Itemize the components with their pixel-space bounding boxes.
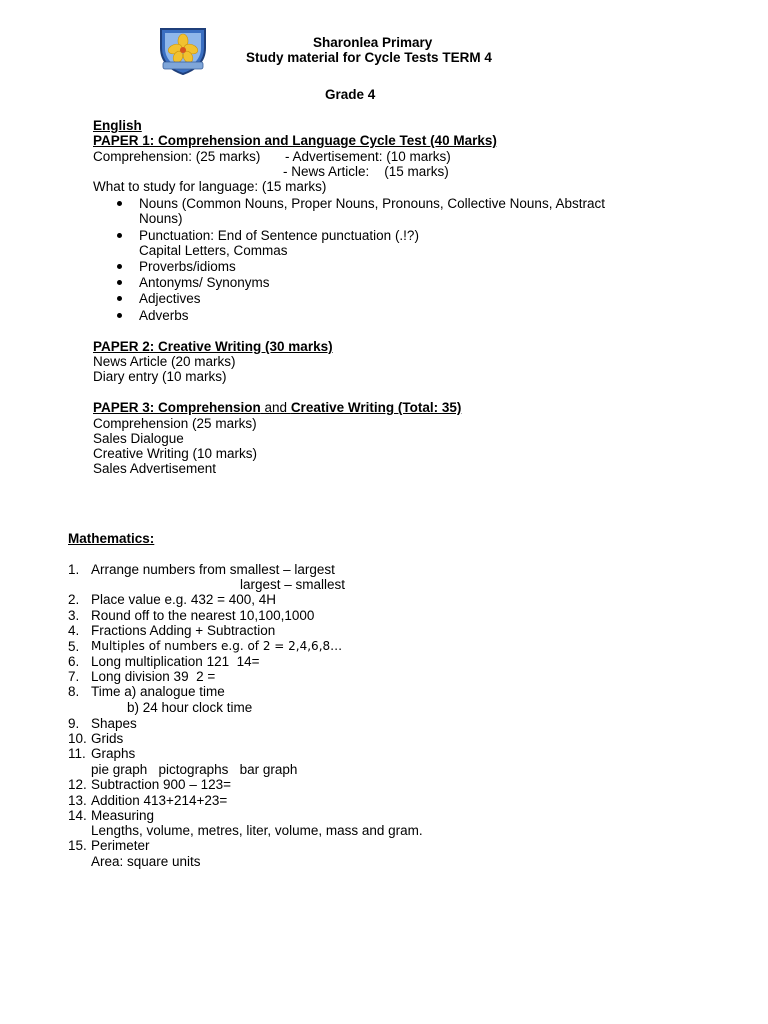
list-item: Adverbs <box>139 308 189 323</box>
paper2-title: PAPER 2: Creative Writing (30 marks) <box>93 339 333 354</box>
paper2-line: News Article (20 marks) <box>93 354 236 369</box>
maths-item-continuation: Lengths, volume, metres, liter, volume, mass and gram. <box>91 823 423 838</box>
maths-item-number: 4. <box>68 623 80 638</box>
paper2-line: Diary entry (10 marks) <box>93 369 227 384</box>
mathematics-heading: Mathematics: <box>68 531 155 546</box>
maths-item-continuation: largest – smallest <box>240 577 346 592</box>
paper1-comprehension: Comprehension: (25 marks) <box>93 149 261 164</box>
maths-item-number: 1. <box>68 562 80 577</box>
maths-item-number: 2. <box>68 592 80 607</box>
list-item-continuation: Nouns) <box>139 211 183 226</box>
language-study-heading: What to study for language: (15 marks) <box>93 179 327 194</box>
maths-item: Grids <box>91 731 124 746</box>
paper3-line: Creative Writing (10 marks) <box>93 446 258 461</box>
maths-item-number: 11. <box>68 746 86 761</box>
maths-item: Addition 413+214+23= <box>91 793 228 808</box>
maths-item: Graphs <box>91 746 136 761</box>
list-item: Proverbs/idioms <box>139 259 236 274</box>
maths-item-number: 13. <box>68 793 87 808</box>
maths-item: Long multiplication 121 14= <box>91 654 260 669</box>
maths-item: Multiples of numbers e.g. of 2 = 2,4,6,8… <box>91 639 343 653</box>
list-item: Antonyms/ Synonyms <box>139 275 270 290</box>
maths-item: Perimeter <box>91 838 150 853</box>
list-item: Adjectives <box>139 291 201 306</box>
document-subtitle: Study material for Cycle Tests TERM 4 <box>246 50 492 65</box>
maths-item-number: 14. <box>68 808 87 823</box>
paper1-advertisement: - Advertisement: (10 marks) <box>285 149 451 164</box>
bullet-icon <box>117 264 122 269</box>
paper3-title <box>93 400 461 415</box>
maths-item: Long division 39 2 = <box>91 669 216 684</box>
maths-item-number: 6. <box>68 654 80 669</box>
bullet-icon <box>117 233 122 238</box>
maths-item-number: 7. <box>68 669 80 684</box>
maths-item: Round off to the nearest 10,100,1000 <box>91 608 315 623</box>
paper3-line: Sales Advertisement <box>93 461 217 476</box>
list-item: Nouns (Common Nouns, Proper Nouns, Pronouns, Collective Nouns, Abstract <box>139 196 605 211</box>
paper3-line: Sales Dialogue <box>93 431 184 446</box>
maths-item-number: 5. <box>68 639 80 654</box>
maths-item-number: 10. <box>68 731 87 746</box>
maths-item: Shapes <box>91 716 137 731</box>
list-item: Punctuation: End of Sentence punctuation (.!?) <box>139 228 419 243</box>
english-heading: English <box>93 118 142 133</box>
maths-item-number: 9. <box>68 716 80 731</box>
paper3-line: Comprehension (25 marks) <box>93 416 257 431</box>
bullet-icon <box>117 280 122 285</box>
paper3-title-part-b: Creative Writing (Total: 35) <box>290 400 462 415</box>
paper1-title: PAPER 1: Comprehension and Language Cycle Test (40 Marks) <box>93 133 497 148</box>
maths-item: Time a) analogue time <box>91 684 225 699</box>
maths-item: Arrange numbers from smallest – largest <box>91 562 335 577</box>
bullet-icon <box>117 313 122 318</box>
school-crest-logo <box>155 26 211 76</box>
bullet-icon <box>117 296 122 301</box>
maths-item: Place value e.g. 432 = 400, 4H <box>91 592 277 607</box>
maths-item-continuation: Area: square units <box>91 854 201 869</box>
maths-item-continuation: pie graph pictographs bar graph <box>91 762 298 777</box>
maths-item: Subtraction 900 – 123= <box>91 777 231 792</box>
grade-title: Grade 4 <box>325 87 376 102</box>
bullet-icon <box>117 201 122 206</box>
maths-item: Fractions Adding + Subtraction <box>91 623 276 638</box>
school-name: Sharonlea Primary <box>313 35 433 50</box>
paper3-title-part-a: PAPER 3: Comprehension <box>93 400 261 415</box>
list-item-continuation: Capital Letters, Commas <box>139 243 288 258</box>
paper3-title-and: and <box>260 400 291 415</box>
paper1-news-article: - News Article: (15 marks) <box>283 164 449 179</box>
maths-item-number: 12. <box>68 777 87 792</box>
maths-item-number: 3. <box>68 608 80 623</box>
maths-item-number: 15. <box>68 838 87 853</box>
maths-item-number: 8. <box>68 684 80 699</box>
maths-item-continuation: b) 24 hour clock time <box>127 700 253 715</box>
maths-item: Measuring <box>91 808 155 823</box>
